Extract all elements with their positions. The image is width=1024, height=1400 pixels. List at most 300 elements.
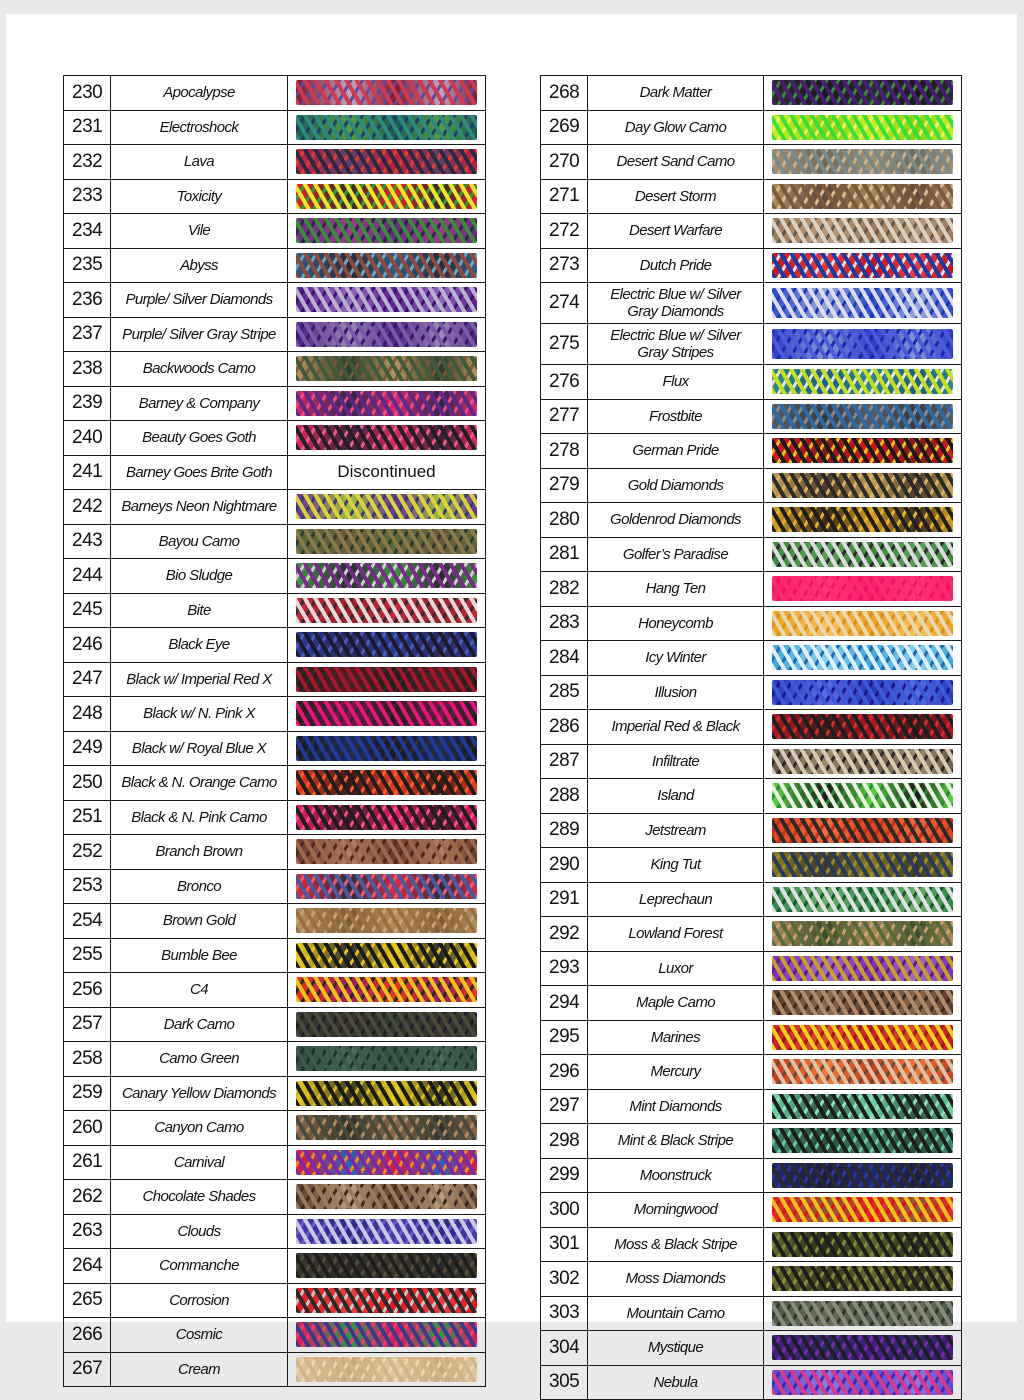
cord-swatch bbox=[772, 218, 953, 243]
color-name: Chocolate Shades bbox=[111, 1180, 288, 1215]
color-name: Honeycomb bbox=[588, 606, 764, 641]
cord-swatch bbox=[296, 1115, 477, 1140]
color-number: 242 bbox=[64, 490, 111, 525]
cord-swatch bbox=[772, 184, 953, 209]
swatch-cell bbox=[288, 938, 486, 973]
table-row bbox=[541, 882, 962, 917]
color-name: Hang Ten bbox=[588, 572, 764, 607]
color-name: Mountain Camo bbox=[588, 1296, 764, 1331]
color-number: 246 bbox=[64, 628, 111, 663]
color-number: 298 bbox=[541, 1124, 588, 1159]
color-number: 291 bbox=[541, 882, 588, 917]
cord-swatch bbox=[296, 770, 477, 795]
swatch-cell bbox=[764, 1124, 962, 1159]
table-row bbox=[64, 662, 486, 697]
color-name: Golfer’s Paradise bbox=[588, 537, 764, 572]
cord-swatch bbox=[772, 1059, 953, 1084]
color-name: Lowland Forest bbox=[588, 917, 764, 952]
table-row bbox=[64, 697, 486, 732]
color-number: 247 bbox=[64, 662, 111, 697]
color-name: Electric Blue w/ Silver Gray Stripes bbox=[588, 324, 764, 365]
color-name: Branch Brown bbox=[111, 835, 288, 870]
cord-swatch bbox=[772, 115, 953, 140]
color-number: 305 bbox=[541, 1365, 588, 1400]
cord-swatch bbox=[296, 667, 477, 692]
swatch-cell bbox=[288, 697, 486, 732]
table-row bbox=[64, 593, 486, 628]
table-row bbox=[541, 951, 962, 986]
color-number: 269 bbox=[541, 110, 588, 145]
swatch-cell bbox=[288, 1076, 486, 1111]
table-row bbox=[541, 537, 962, 572]
table-row bbox=[64, 731, 486, 766]
table-row bbox=[64, 1145, 486, 1180]
cord-swatch bbox=[772, 749, 953, 774]
color-name: Electric Blue w/ Silver Gray Diamonds bbox=[588, 283, 764, 324]
color-number: 285 bbox=[541, 675, 588, 710]
table-row bbox=[541, 1193, 962, 1228]
color-name: Corrosion bbox=[111, 1283, 288, 1318]
color-name: Canary Yellow Diamonds bbox=[111, 1076, 288, 1111]
swatch-cell bbox=[288, 1042, 486, 1077]
table-row bbox=[541, 986, 962, 1021]
color-number: 282 bbox=[541, 572, 588, 607]
color-name: German Pride bbox=[588, 434, 764, 469]
cord-swatch bbox=[296, 563, 477, 588]
color-name: Goldenrod Diamonds bbox=[588, 503, 764, 538]
color-name: Beauty Goes Goth bbox=[111, 421, 288, 456]
table-row bbox=[541, 283, 962, 324]
color-number: 294 bbox=[541, 986, 588, 1021]
color-number: 271 bbox=[541, 179, 588, 214]
color-number: 304 bbox=[541, 1331, 588, 1366]
swatch-cell bbox=[764, 1296, 962, 1331]
discontinued-label: Discontinued bbox=[337, 462, 436, 482]
cord-swatch bbox=[296, 1288, 477, 1313]
swatch-cell bbox=[288, 386, 486, 421]
color-name: Apocalypse bbox=[111, 76, 288, 111]
color-number: 243 bbox=[64, 524, 111, 559]
color-name: Bronco bbox=[111, 869, 288, 904]
cord-swatch bbox=[772, 288, 953, 318]
color-number: 278 bbox=[541, 434, 588, 469]
color-number: 275 bbox=[541, 324, 588, 365]
table-row bbox=[541, 1262, 962, 1297]
cord-swatch bbox=[772, 1301, 953, 1326]
color-number: 253 bbox=[64, 869, 111, 904]
color-name: Mint Diamonds bbox=[588, 1089, 764, 1124]
swatch-cell bbox=[288, 628, 486, 663]
table-row bbox=[541, 710, 962, 745]
swatch-cell bbox=[288, 1283, 486, 1318]
color-number: 260 bbox=[64, 1111, 111, 1146]
table-row bbox=[64, 1042, 486, 1077]
swatch-cell bbox=[288, 317, 486, 352]
swatch-cell bbox=[288, 490, 486, 525]
table-row bbox=[64, 110, 486, 145]
color-name: Infiltrate bbox=[588, 744, 764, 779]
color-name: Black w/ Royal Blue X bbox=[111, 731, 288, 766]
table-row bbox=[64, 352, 486, 387]
color-number: 249 bbox=[64, 731, 111, 766]
table-row bbox=[64, 145, 486, 180]
cord-swatch bbox=[296, 1322, 477, 1347]
swatch-cell bbox=[764, 1227, 962, 1262]
color-number: 286 bbox=[541, 710, 588, 745]
swatch-cell bbox=[764, 468, 962, 503]
table-row bbox=[64, 248, 486, 283]
table-row bbox=[541, 1089, 962, 1124]
swatch-cell bbox=[288, 800, 486, 835]
table-row bbox=[541, 1055, 962, 1090]
table-row bbox=[64, 869, 486, 904]
cord-swatch bbox=[296, 287, 477, 312]
color-name: Barney & Company bbox=[111, 386, 288, 421]
table-row bbox=[541, 606, 962, 641]
swatch-cell bbox=[764, 1055, 962, 1090]
swatch-cell bbox=[764, 813, 962, 848]
cord-swatch bbox=[772, 783, 953, 808]
color-name: Moss & Black Stripe bbox=[588, 1227, 764, 1262]
swatch-cell bbox=[764, 917, 962, 952]
cord-swatch bbox=[772, 149, 953, 174]
table-row bbox=[541, 1331, 962, 1366]
color-number: 273 bbox=[541, 248, 588, 283]
color-name: Moss Diamonds bbox=[588, 1262, 764, 1297]
cord-swatch bbox=[772, 680, 953, 705]
table-row bbox=[541, 917, 962, 952]
cord-swatch bbox=[772, 473, 953, 498]
swatch-cell bbox=[764, 110, 962, 145]
color-name: Black w/ N. Pink X bbox=[111, 697, 288, 732]
color-number: 237 bbox=[64, 317, 111, 352]
table-row bbox=[64, 1180, 486, 1215]
color-name: Illusion bbox=[588, 675, 764, 710]
cord-swatch bbox=[772, 852, 953, 877]
cord-swatch bbox=[772, 1197, 953, 1222]
color-name: Dark Matter bbox=[588, 76, 764, 111]
color-name: Icy Winter bbox=[588, 641, 764, 676]
swatch-cell bbox=[288, 731, 486, 766]
table-row bbox=[64, 490, 486, 525]
color-name: Black & N. Pink Camo bbox=[111, 800, 288, 835]
cord-swatch bbox=[296, 149, 477, 174]
cord-swatch bbox=[772, 714, 953, 739]
cord-swatch bbox=[296, 115, 477, 140]
color-name: Lava bbox=[111, 145, 288, 180]
color-name: Cosmic bbox=[111, 1318, 288, 1353]
cord-swatch bbox=[296, 874, 477, 899]
cord-swatch bbox=[772, 404, 953, 429]
cord-swatch bbox=[296, 322, 477, 347]
color-name: Nebula bbox=[588, 1365, 764, 1400]
cord-swatch bbox=[772, 1163, 953, 1188]
swatch-cell bbox=[288, 352, 486, 387]
cord-swatch bbox=[296, 1081, 477, 1106]
cord-swatch bbox=[296, 701, 477, 726]
swatch-cell bbox=[764, 1089, 962, 1124]
cord-swatch bbox=[296, 943, 477, 968]
color-name: Flux bbox=[588, 365, 764, 400]
color-number: 300 bbox=[541, 1193, 588, 1228]
table-row bbox=[64, 1076, 486, 1111]
color-name: Dutch Pride bbox=[588, 248, 764, 283]
cord-swatch bbox=[296, 598, 477, 623]
table-row bbox=[541, 76, 962, 111]
swatch-cell bbox=[764, 606, 962, 641]
swatch-cell bbox=[764, 214, 962, 249]
color-number: 234 bbox=[64, 214, 111, 249]
color-number: 239 bbox=[64, 386, 111, 421]
swatch-cell bbox=[764, 1193, 962, 1228]
table-row bbox=[541, 248, 962, 283]
color-number: 261 bbox=[64, 1145, 111, 1180]
cord-swatch bbox=[296, 1184, 477, 1209]
color-number: 301 bbox=[541, 1227, 588, 1262]
color-number: 241 bbox=[64, 455, 111, 490]
color-name: Morningwood bbox=[588, 1193, 764, 1228]
color-number: 266 bbox=[64, 1318, 111, 1353]
table-row bbox=[64, 455, 486, 490]
color-number: 235 bbox=[64, 248, 111, 283]
color-name: Desert Storm bbox=[588, 179, 764, 214]
table-row bbox=[541, 1158, 962, 1193]
table-row bbox=[64, 628, 486, 663]
color-name: Frostbite bbox=[588, 399, 764, 434]
swatch-cell bbox=[764, 1262, 962, 1297]
color-name: Island bbox=[588, 779, 764, 814]
color-number: 257 bbox=[64, 1007, 111, 1042]
color-number: 231 bbox=[64, 110, 111, 145]
color-name: Imperial Red & Black bbox=[588, 710, 764, 745]
swatch-cell bbox=[764, 744, 962, 779]
cord-swatch bbox=[772, 956, 953, 981]
table-row bbox=[64, 1111, 486, 1146]
color-name: Backwoods Camo bbox=[111, 352, 288, 387]
swatch-cell bbox=[288, 559, 486, 594]
cord-swatch bbox=[296, 805, 477, 830]
cord-swatch bbox=[296, 1219, 477, 1244]
cord-swatch bbox=[296, 218, 477, 243]
color-number: 264 bbox=[64, 1249, 111, 1284]
table-row bbox=[541, 179, 962, 214]
cord-swatch bbox=[296, 529, 477, 554]
color-name: Cream bbox=[111, 1352, 288, 1387]
swatch-cell bbox=[288, 835, 486, 870]
cord-swatch bbox=[296, 1012, 477, 1037]
color-number: 270 bbox=[541, 145, 588, 180]
color-name: Purple/ Silver Gray Stripe bbox=[111, 317, 288, 352]
color-name: Brown Gold bbox=[111, 904, 288, 939]
cord-swatch bbox=[296, 908, 477, 933]
swatch-cell bbox=[288, 283, 486, 318]
table-row bbox=[541, 1020, 962, 1055]
cord-swatch bbox=[772, 1335, 953, 1360]
swatch-cell bbox=[764, 434, 962, 469]
color-table-right bbox=[540, 75, 962, 1400]
cord-swatch bbox=[772, 921, 953, 946]
cord-swatch bbox=[772, 542, 953, 567]
color-name: Bayou Camo bbox=[111, 524, 288, 559]
color-number: 250 bbox=[64, 766, 111, 801]
color-name: C4 bbox=[111, 973, 288, 1008]
table-row bbox=[64, 524, 486, 559]
swatch-cell bbox=[764, 76, 962, 111]
swatch-cell bbox=[288, 110, 486, 145]
color-number: 256 bbox=[64, 973, 111, 1008]
color-table-left bbox=[63, 75, 486, 1387]
table-row bbox=[541, 848, 962, 883]
swatch-cell bbox=[288, 76, 486, 111]
color-name: Desert Warfare bbox=[588, 214, 764, 249]
swatch-cell bbox=[764, 986, 962, 1021]
swatch-cell bbox=[288, 455, 486, 490]
swatch-cell bbox=[288, 1352, 486, 1387]
color-name: King Tut bbox=[588, 848, 764, 883]
color-name: Black Eye bbox=[111, 628, 288, 663]
swatch-cell bbox=[764, 503, 962, 538]
color-name: Maple Camo bbox=[588, 986, 764, 1021]
color-name: Black w/ Imperial Red X bbox=[111, 662, 288, 697]
color-number: 279 bbox=[541, 468, 588, 503]
color-number: 290 bbox=[541, 848, 588, 883]
color-number: 262 bbox=[64, 1180, 111, 1215]
table-row bbox=[541, 399, 962, 434]
cord-swatch bbox=[296, 839, 477, 864]
swatch-cell bbox=[288, 1180, 486, 1215]
color-number: 272 bbox=[541, 214, 588, 249]
cord-swatch bbox=[772, 611, 953, 636]
color-name: Purple/ Silver Diamonds bbox=[111, 283, 288, 318]
color-name: Leprechaun bbox=[588, 882, 764, 917]
cord-swatch bbox=[772, 1094, 953, 1119]
color-number: 263 bbox=[64, 1214, 111, 1249]
color-name: Bite bbox=[111, 593, 288, 628]
swatch-cell bbox=[764, 399, 962, 434]
table-row bbox=[64, 1352, 486, 1387]
cord-swatch bbox=[772, 818, 953, 843]
swatch-cell bbox=[764, 1331, 962, 1366]
cord-swatch bbox=[772, 990, 953, 1015]
swatch-cell bbox=[764, 537, 962, 572]
color-number: 283 bbox=[541, 606, 588, 641]
table-row bbox=[541, 110, 962, 145]
cord-swatch bbox=[772, 369, 953, 394]
color-name: Gold Diamonds bbox=[588, 468, 764, 503]
table-row bbox=[64, 766, 486, 801]
swatch-cell bbox=[764, 248, 962, 283]
cord-swatch bbox=[296, 80, 477, 105]
table-row bbox=[541, 779, 962, 814]
swatch-cell bbox=[288, 214, 486, 249]
swatch-cell bbox=[288, 524, 486, 559]
swatch-cell bbox=[764, 848, 962, 883]
table-row bbox=[541, 365, 962, 400]
table-row bbox=[64, 386, 486, 421]
cord-swatch bbox=[296, 184, 477, 209]
swatch-cell bbox=[288, 421, 486, 456]
color-name: Commanche bbox=[111, 1249, 288, 1284]
swatch-cell bbox=[764, 675, 962, 710]
color-number: 233 bbox=[64, 179, 111, 214]
swatch-cell bbox=[288, 145, 486, 180]
swatch-cell bbox=[764, 283, 962, 324]
color-number: 277 bbox=[541, 399, 588, 434]
cord-swatch bbox=[772, 645, 953, 670]
color-number: 268 bbox=[541, 76, 588, 111]
cord-swatch bbox=[296, 391, 477, 416]
color-name: Black & N. Orange Camo bbox=[111, 766, 288, 801]
table-row bbox=[541, 1296, 962, 1331]
table-row bbox=[64, 1214, 486, 1249]
table-row bbox=[64, 317, 486, 352]
swatch-cell bbox=[288, 869, 486, 904]
color-number: 280 bbox=[541, 503, 588, 538]
table-row bbox=[541, 744, 962, 779]
swatch-cell bbox=[288, 179, 486, 214]
swatch-cell bbox=[764, 779, 962, 814]
color-number: 276 bbox=[541, 365, 588, 400]
color-number: 255 bbox=[64, 938, 111, 973]
cord-swatch bbox=[772, 507, 953, 532]
table-row bbox=[541, 434, 962, 469]
table-row bbox=[64, 1249, 486, 1284]
table-row bbox=[541, 641, 962, 676]
swatch-cell bbox=[764, 1365, 962, 1400]
color-number: 292 bbox=[541, 917, 588, 952]
color-number: 258 bbox=[64, 1042, 111, 1077]
table-row bbox=[64, 938, 486, 973]
color-number: 254 bbox=[64, 904, 111, 939]
cord-swatch bbox=[296, 1046, 477, 1071]
cord-swatch bbox=[296, 1150, 477, 1175]
table-row bbox=[541, 572, 962, 607]
cord-swatch bbox=[296, 1357, 477, 1382]
cord-swatch bbox=[772, 1025, 953, 1050]
swatch-cell bbox=[288, 1111, 486, 1146]
color-number: 288 bbox=[541, 779, 588, 814]
color-name: Bio Sludge bbox=[111, 559, 288, 594]
swatch-cell bbox=[764, 951, 962, 986]
color-name: Day Glow Camo bbox=[588, 110, 764, 145]
color-name: Clouds bbox=[111, 1214, 288, 1249]
swatch-cell bbox=[288, 593, 486, 628]
table-row bbox=[64, 835, 486, 870]
swatch-cell bbox=[764, 179, 962, 214]
color-number: 259 bbox=[64, 1076, 111, 1111]
cord-swatch bbox=[772, 253, 953, 278]
color-number: 297 bbox=[541, 1089, 588, 1124]
cord-swatch bbox=[296, 632, 477, 657]
color-number: 295 bbox=[541, 1020, 588, 1055]
cord-swatch bbox=[772, 887, 953, 912]
cord-swatch bbox=[772, 438, 953, 463]
swatch-cell bbox=[288, 1249, 486, 1284]
swatch-cell bbox=[288, 248, 486, 283]
table-row bbox=[64, 1007, 486, 1042]
color-number: 252 bbox=[64, 835, 111, 870]
swatch-cell bbox=[764, 882, 962, 917]
swatch-cell bbox=[288, 1145, 486, 1180]
table-row bbox=[541, 324, 962, 365]
color-name: Mystique bbox=[588, 1331, 764, 1366]
table-row bbox=[541, 675, 962, 710]
table-row bbox=[541, 1227, 962, 1262]
cord-swatch bbox=[296, 977, 477, 1002]
color-name: Mint & Black Stripe bbox=[588, 1124, 764, 1159]
color-name: Abyss bbox=[111, 248, 288, 283]
table-row bbox=[64, 76, 486, 111]
